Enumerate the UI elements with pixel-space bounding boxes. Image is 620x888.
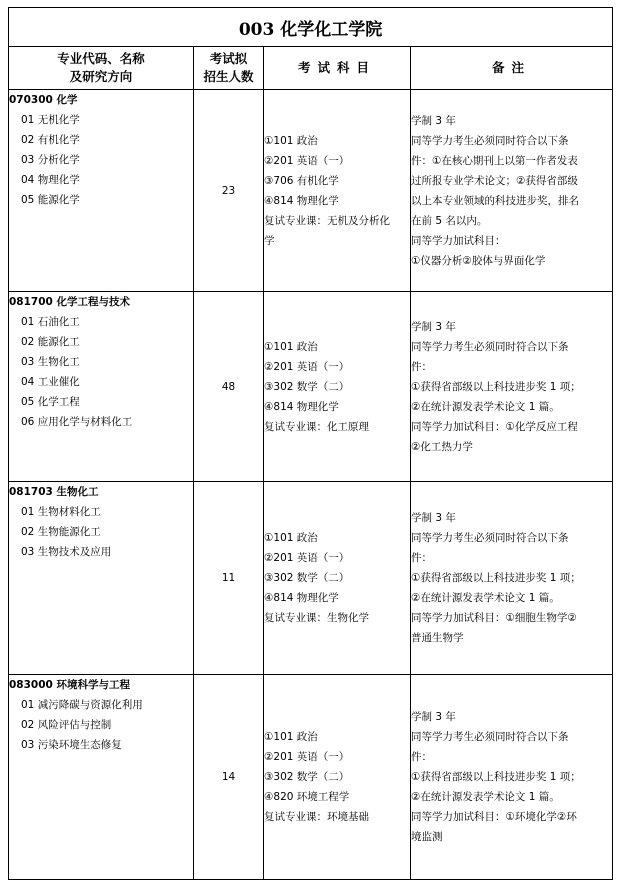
- note-line: 件：: [411, 360, 432, 373]
- research-direction: 05 化学工程: [21, 396, 80, 408]
- research-direction: 01 生物材料化工: [21, 506, 101, 518]
- exam-subject: ③302 数学（二）: [264, 572, 350, 584]
- exam-subject: ④814 物理化学: [264, 194, 339, 207]
- note-line: 同等学力加试科目：①化学反应工程: [411, 420, 578, 433]
- header-quota: [194, 47, 264, 90]
- header-quota-line2: 招生人数: [203, 69, 254, 84]
- research-direction: 03 生物化工: [21, 356, 80, 368]
- quota-cell: 14: [194, 675, 264, 880]
- header-notes: 备注: [411, 47, 613, 90]
- note-line: 同等学力加试科目：: [411, 234, 506, 247]
- note-line: 件：: [411, 552, 432, 564]
- table-row: [9, 90, 613, 292]
- research-direction: 02 风险评估与控制: [21, 719, 112, 731]
- note-line: ②在统计源发表学术论文 1 篇。: [411, 400, 560, 413]
- exam-subject: ②201 英语（一）: [264, 360, 350, 373]
- research-direction: 03 生物技术及应用: [21, 546, 112, 558]
- notes-cell: [411, 482, 613, 675]
- note-line: ②在统计源发表学术论文 1 篇。: [411, 592, 560, 604]
- research-direction: 02 能源化工: [21, 336, 80, 348]
- exam-subject: ③302 数学（二）: [264, 380, 350, 393]
- header-program: [9, 47, 194, 90]
- note-line: ②化工热力学: [411, 440, 473, 453]
- exam-subject: 复试专业课：生物化学: [264, 612, 369, 624]
- note-line: ②在统计源发表学术论文 1 篇。: [411, 791, 560, 803]
- program-cell: [9, 90, 194, 292]
- research-direction: 01 石油化工: [21, 316, 80, 328]
- header-subjects: 考试科目: [264, 47, 411, 90]
- admissions-table: [8, 7, 613, 880]
- research-direction: 06 应用化学与材料化工: [21, 416, 133, 428]
- note-line: 在前 5 名以内。: [411, 214, 488, 227]
- exam-subject: 复试专业课：化工原理: [264, 420, 369, 433]
- note-line: 学制 3 年: [411, 114, 456, 127]
- exam-subject: ④814 物理化学: [264, 400, 339, 413]
- note-line: 件：①在核心期刊上以第一作者发表: [411, 154, 578, 167]
- research-direction: 05 能源化学: [21, 194, 80, 206]
- note-line: 普通生物学: [411, 632, 464, 644]
- exam-subject: ②201 英语（一）: [264, 154, 350, 167]
- exam-subject: ④814 物理化学: [264, 592, 339, 604]
- exam-subject: ①101 政治: [264, 731, 318, 743]
- exam-subject: ①101 政治: [264, 340, 318, 353]
- table-row: [9, 675, 613, 880]
- program-name: 070300 化学: [9, 94, 78, 106]
- exam-subject: 学: [264, 234, 275, 247]
- exam-subject: ③706 有机化学: [264, 174, 339, 187]
- header-row: [9, 47, 613, 90]
- subjects-cell: [264, 292, 411, 482]
- exam-subject: 复试专业课：环境基础: [264, 811, 369, 823]
- note-line: 同等学力加试科目：①环境化学②环: [411, 811, 577, 823]
- note-line: ①获得省部级以上科技进步奖 1 项；: [411, 572, 581, 584]
- note-line: 同等学力考生必须同时符合以下条: [411, 134, 569, 147]
- program-name: 081700 化学工程与技术: [9, 296, 130, 308]
- exam-subject: ③302 数学（二）: [264, 771, 350, 783]
- note-line: ①获得省部级以上科技进步奖 1 项；: [411, 380, 581, 393]
- note-line: ①仪器分析②胶体与界面化学: [411, 254, 546, 267]
- research-direction: 04 工业催化: [21, 376, 80, 388]
- note-line: 境监测: [411, 831, 443, 843]
- quota-cell: 23: [194, 90, 264, 292]
- program-name: 083000 环境科学与工程: [9, 679, 130, 691]
- program-cell: [9, 675, 194, 880]
- notes-cell: [411, 90, 613, 292]
- research-direction: 03 分析化学: [21, 154, 80, 166]
- note-line: 过所报专业学术论文；②获得省部级: [411, 174, 578, 187]
- program-name: 081703 生物化工: [9, 486, 99, 498]
- note-line: 以上本专业领域的科技进步奖，排名: [411, 194, 579, 207]
- table-row: [9, 292, 613, 482]
- note-line: 同等学力加试科目：①细胞生物学②: [411, 612, 577, 624]
- research-direction: 02 生物能源化工: [21, 526, 101, 538]
- subjects-cell: [264, 675, 411, 880]
- exam-subject: ②201 英语（一）: [264, 552, 350, 564]
- note-line: 学制 3 年: [411, 512, 456, 524]
- research-direction: 01 无机化学: [21, 114, 80, 126]
- exam-subject: ①101 政治: [264, 134, 318, 147]
- research-direction: 04 物理化学: [21, 174, 80, 186]
- exam-subject: ④820 环境工程学: [264, 791, 350, 803]
- subjects-cell: [264, 90, 411, 292]
- header-program-line1: 专业代码、名称: [57, 51, 145, 66]
- research-direction: 01 减污降碳与资源化利用: [21, 699, 143, 711]
- exam-subject: ①101 政治: [264, 532, 318, 544]
- research-direction: 02 有机化学: [21, 134, 80, 146]
- research-direction: 03 污染环境生态修复: [21, 739, 122, 751]
- quota-cell: 11: [194, 482, 264, 675]
- note-line: ①获得省部级以上科技进步奖 1 项；: [411, 771, 581, 783]
- notes-cell: [411, 675, 613, 880]
- note-line: 同等学力考生必须同时符合以下条: [411, 532, 569, 544]
- note-line: 同等学力考生必须同时符合以下条: [411, 731, 569, 743]
- page-title: 003 化学化工学院: [9, 8, 613, 47]
- note-line: 学制 3 年: [411, 320, 456, 333]
- notes-cell: [411, 292, 613, 482]
- note-line: 学制 3 年: [411, 711, 456, 723]
- exam-subject: ②201 英语（一）: [264, 751, 350, 763]
- exam-subject: 复试专业课：无机及分析化: [264, 214, 390, 227]
- note-line: 件：: [411, 751, 432, 763]
- header-quota-line1: 考试拟: [209, 51, 248, 66]
- table-row: [9, 482, 613, 675]
- program-cell: [9, 292, 194, 482]
- header-program-line2: 及研究方向: [69, 69, 133, 84]
- program-cell: [9, 482, 194, 675]
- note-line: 同等学力考生必须同时符合以下条: [411, 340, 569, 353]
- quota-cell: 48: [194, 292, 264, 482]
- subjects-cell: [264, 482, 411, 675]
